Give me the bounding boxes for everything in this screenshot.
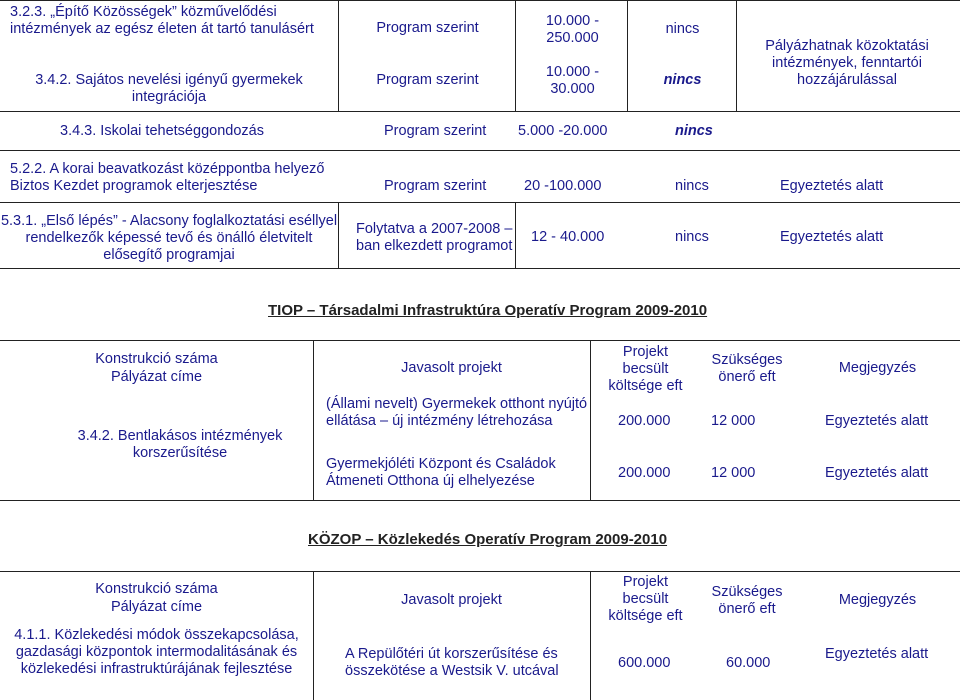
tiop-row-2-note: Egyeztetés alatt <box>825 465 929 481</box>
tiop-title: TIOP – Társadalmi Infrastruktúra Operatív Program 2009-2010 <box>268 302 708 319</box>
tiop-row-2-cost: 200.000 <box>618 465 671 481</box>
kozop-header-note: Megjegyzés <box>838 592 917 608</box>
col-divider <box>590 340 591 500</box>
top-row-4-note: Egyeztetés alatt <box>780 178 884 194</box>
col-divider <box>627 0 628 111</box>
top-row-1-amount: 10.000 - 250.000 <box>545 13 600 46</box>
top-row-3-code-title: 3.4.3. Iskolai tehetséggondozás <box>60 123 264 139</box>
col-divider <box>515 0 516 111</box>
col-divider <box>590 571 591 700</box>
top-row-5-amount: 12 - 40.000 <box>531 229 605 245</box>
top-row-4-own: nincs <box>675 178 709 194</box>
kozop-header-title: Pályázat címe <box>110 599 203 615</box>
tiop-header-title: Pályázat címe <box>110 369 203 385</box>
row-divider <box>0 150 960 151</box>
col-divider <box>338 202 339 268</box>
kozop-header-project: Javasolt projekt <box>401 592 502 608</box>
top-rule <box>0 0 960 1</box>
tiop-row-1-project: (Állami nevelt) Gyermekek otthont nyújtó ellátása – új intézmény létrehozása <box>326 396 588 429</box>
kozop-header-code: Konstrukció száma <box>95 581 218 597</box>
kozop-top-rule <box>0 571 960 572</box>
kozop-row-1-cost: 600.000 <box>618 655 671 671</box>
tiop-row-1-note: Egyeztetés alatt <box>825 413 929 429</box>
tiop-row-1-own: 12 000 <box>711 413 756 429</box>
kozop-row-1-own: 60.000 <box>726 655 771 671</box>
col-divider <box>736 0 737 111</box>
kozop-row-1-note: Egyeztetés alatt <box>825 646 929 662</box>
row-divider <box>0 268 960 269</box>
row-divider <box>0 202 960 203</box>
top-row-4-amount: 20 -100.000 <box>524 178 602 194</box>
top-row-1-own: nincs <box>665 21 700 37</box>
tiop-header-own: Szükséges önerő eft <box>711 352 783 385</box>
top-row-1-schedule: Program szerint <box>376 20 479 36</box>
tiop-header-code: Konstrukció száma <box>95 351 218 367</box>
top-row-4-code-title: 5.2.2. A korai beavatkozást középpontba helyező Biztos Kezdet programok elterjesztése <box>10 161 325 194</box>
top-row-1-code-title: 3.2.3. „Építő Közösségek” közművelődési intézmények az egész életen át tartó tanulásért <box>10 4 314 37</box>
top-row-5-code-title: 5.3.1. „Első lépés” - Alacsony foglalkoztatási eséllyel rendelkezők képessé tevő és önálló életvitelt elősegítő programjai <box>0 213 338 263</box>
tiop-code-title: 3.4.2. Bentlakásos intézmények korszerűsítése <box>77 428 283 461</box>
top-row-3-amount: 5.000 -20.000 <box>518 123 608 139</box>
top-row-4-schedule: Program szerint <box>384 178 487 194</box>
tiop-row-1-cost: 200.000 <box>618 413 671 429</box>
top-row-1-note: Pályázhatnak közoktatási intézmények, fenntartói hozzájárulással <box>765 38 929 88</box>
top-row-3-own: nincs <box>675 123 713 139</box>
row-divider <box>0 111 960 112</box>
kozop-header-own: Szükséges önerő eft <box>711 584 783 617</box>
tiop-top-rule <box>0 340 960 341</box>
tiop-row-2-own: 12 000 <box>711 465 756 481</box>
kozop-title: KÖZOP – Közlekedés Operatív Program 2009-2010 <box>308 531 668 548</box>
top-row-5-own: nincs <box>675 229 709 245</box>
tiop-row-2-project: Gyermekjóléti Központ és Családok Átmeneti Otthona új elhelyezése <box>326 456 556 489</box>
top-row-5-schedule: Folytatva a 2007-2008 – ban elkezdett programot <box>356 221 513 254</box>
top-row-2-amount: 10.000 - 30.000 <box>545 64 600 97</box>
top-row-5-note: Egyeztetés alatt <box>780 229 884 245</box>
tiop-header-note: Megjegyzés <box>838 360 917 376</box>
top-row-3-schedule: Program szerint <box>384 123 487 139</box>
kozop-row-1-code-title: 4.1.1. Közlekedési módok összekapcsolása, gazdasági központok intermodalitásának és közlekedési infrastruktúrájának fejlesztése <box>14 627 299 677</box>
tiop-bottom-rule <box>0 500 960 501</box>
col-divider <box>313 571 314 700</box>
tiop-header-project: Javasolt projekt <box>401 360 502 376</box>
top-row-2-code-title: 3.4.2. Sajátos nevelési igényű gyermekek integrációja <box>35 72 303 105</box>
kozop-row-1-project: A Repülőtéri út korszerűsítése és összekötése a Westsik V. utcával <box>345 646 559 679</box>
top-row-2-own: nincs <box>663 72 702 88</box>
kozop-header-cost: Projekt becsült költsége eft <box>608 574 683 624</box>
tiop-header-cost: Projekt becsült költsége eft <box>608 344 683 394</box>
top-row-2-schedule: Program szerint <box>376 72 479 88</box>
